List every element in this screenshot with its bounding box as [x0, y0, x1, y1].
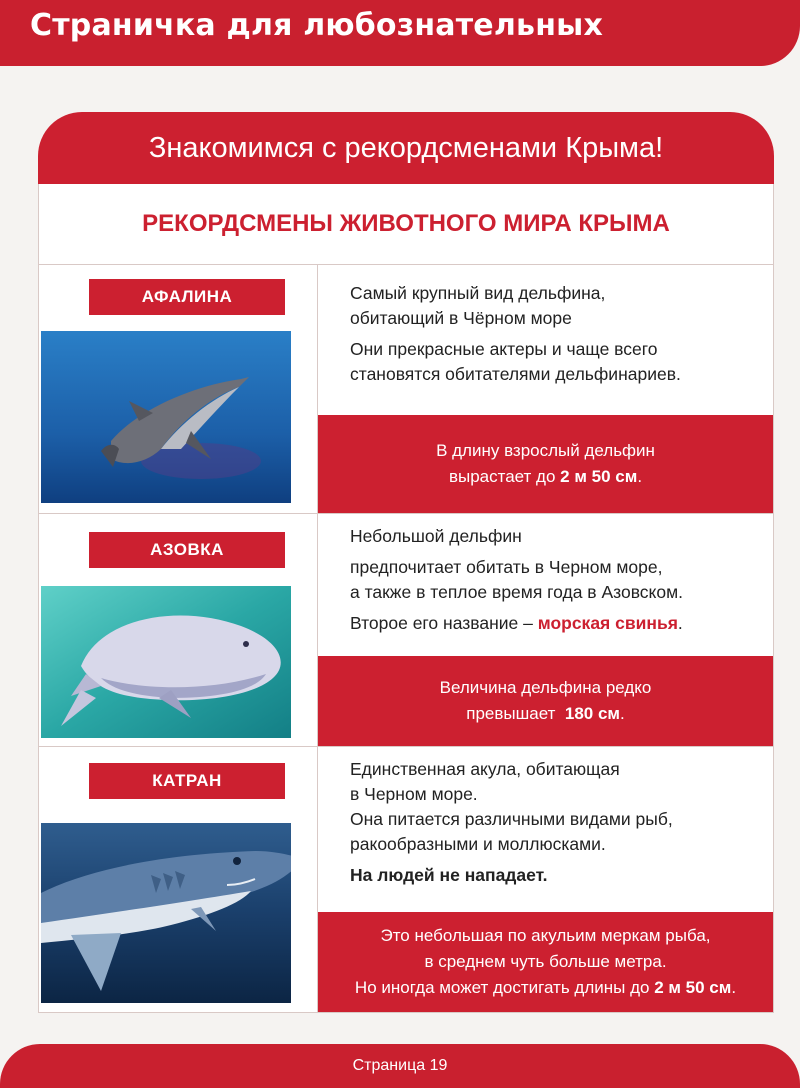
- animal-info-cell: [318, 514, 773, 746]
- shark-photo: [41, 823, 291, 1003]
- animal-name-badge: КАТРАН: [89, 763, 285, 799]
- desc-line: На людей не нападает.: [350, 865, 548, 885]
- table-title-text: РЕКОРДСМЕНЫ ЖИВОТНОГО МИРА КРЫМА: [142, 210, 670, 237]
- animal-row-katran: [39, 747, 773, 1012]
- animal-row-azovka: [39, 514, 773, 747]
- record-value: 2 м 50 см: [560, 467, 638, 486]
- animal-name-badge: АФАЛИНА: [89, 279, 285, 315]
- note-line: Это небольшая по акульим меркам рыба,: [380, 926, 711, 945]
- desc-line: в Черном море.: [350, 784, 478, 804]
- note-line: В длину взрослый дельфин: [436, 441, 655, 460]
- record-value: 180 см: [564, 704, 620, 723]
- desc-line: Они прекрасные актеры и чаще всего: [350, 339, 658, 359]
- record-note: [318, 415, 773, 513]
- page-header-title: Страничка для любознательных: [30, 8, 604, 43]
- desc-line: Самый крупный вид дельфина,: [350, 283, 606, 303]
- desc-line: а также в теплое время года в Азовском.: [350, 582, 684, 602]
- desc-line: Небольшой дельфин: [350, 526, 522, 546]
- desc-line: ракообразными и моллюсками.: [350, 834, 606, 854]
- record-note: [318, 912, 773, 1012]
- page-number: Страница 19: [352, 1057, 448, 1074]
- card-heading: [38, 112, 774, 184]
- highlight-term: морская свинья: [537, 613, 678, 633]
- record-note: [318, 656, 773, 746]
- porpoise-photo: [41, 586, 291, 738]
- table-title: [39, 184, 773, 265]
- note-line: превышает 180 см.: [466, 704, 625, 723]
- animal-image-cell: [39, 514, 318, 746]
- animal-description: [350, 757, 761, 888]
- animal-image-cell: [39, 747, 318, 1012]
- animal-name-badge: АЗОВКА: [89, 532, 285, 568]
- animal-info-cell: [318, 747, 773, 1012]
- page-footer: [0, 1044, 800, 1088]
- desc-line: становятся обитателями дельфинариев.: [350, 364, 681, 384]
- dolphin-photo: [41, 331, 291, 503]
- note-line: вырастает до 2 м 50 см.: [448, 467, 643, 486]
- card-heading-text: Знакомимся с рекордсменами Крыма!: [148, 131, 664, 164]
- desc-line: Второе его название – морская свинья.: [350, 613, 683, 633]
- animal-image-cell: [39, 265, 318, 513]
- note-line: в среднем чуть больше метра.: [424, 952, 667, 971]
- animal-description: [350, 524, 761, 636]
- note-line: Величина дельфина редко: [439, 678, 652, 697]
- animal-description: [350, 281, 761, 387]
- note-line: Но иногда может достигать длины до 2 м 50 см.: [354, 978, 737, 997]
- animal-info-cell: [318, 265, 773, 513]
- animal-row-afalina: [39, 265, 773, 514]
- desc-line: Единственная акула, обитающая: [350, 759, 620, 779]
- desc-line: предпочитает обитать в Черном море,: [350, 557, 663, 577]
- header-bar: [0, 0, 800, 66]
- record-value: 2 м 50 см: [654, 978, 732, 997]
- desc-line: Она питается различными видами рыб,: [350, 809, 673, 829]
- records-card: [38, 184, 774, 1013]
- desc-line: обитающий в Чёрном море: [350, 308, 572, 328]
